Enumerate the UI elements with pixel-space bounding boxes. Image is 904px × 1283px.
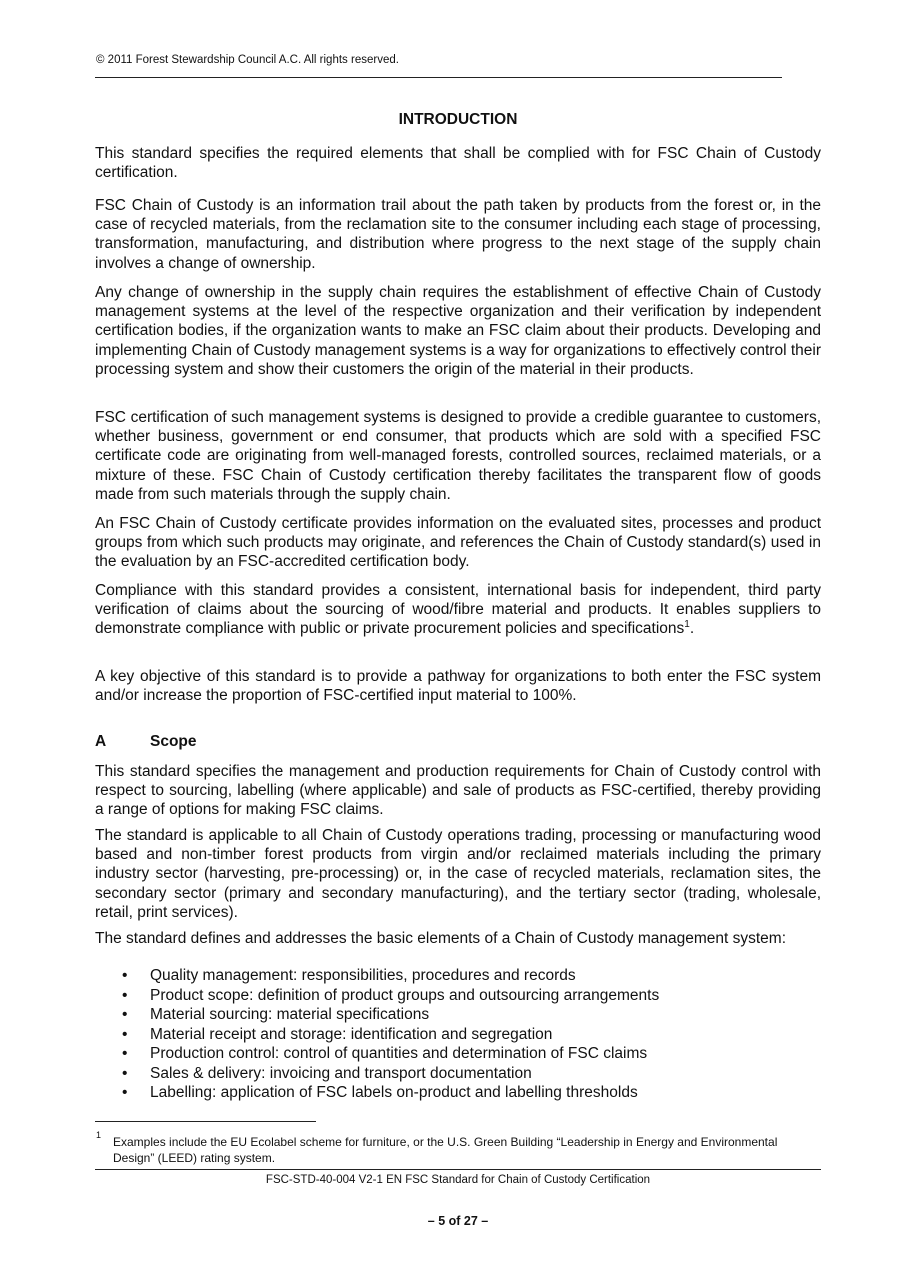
bullet-icon: • (122, 1064, 128, 1082)
footnote-text: Examples include the EU Ecolabel scheme for furniture, or the U.S. Green Building “Leadership in Energy and Environmental Design” (LEED) rating system. (113, 1135, 778, 1165)
list-item: • Material receipt and storage: identification and segregation (122, 1025, 553, 1043)
list-item: • Product scope: definition of product groups and outsourcing arrangements (122, 986, 660, 1004)
footnote-number: 1 (96, 1130, 102, 1140)
list-item: • Production control: control of quantities and determination of FSC claims (122, 1045, 648, 1062)
intro-paragraph: An FSC Chain of Custody certificate provides information on the evaluated sites, processes and product groups from which such products may originate, and references the Chain of Custody standard(s) used in the evaluation by an FSC-accredited certification body. (95, 515, 821, 571)
footer-rule (95, 1169, 821, 1170)
scope-paragraph: The standard is applicable to all Chain of Custody operations trading, processing or manufacturing wood based and non-timber forest products from virgin and/or reclaimed materials including the primary industry sector (harvesting, pre-processing) or, in the case of recycled materials, reclamation sites, the secondary sector (primary and secondary manufacturing), and the tertiary sector (trading, wholesale, retail, print services). (95, 827, 821, 921)
intro-paragraph: Any change of ownership in the supply chain requires the establishment of effective Chain of Custody management systems at the level of the respective organization and their verification by independent certification bodies, if the organization wants to make an FSC claim about their products. Developing and implementing Chain of Custody management systems is a way for organizations to effectively control their processing system and show their customers the origin of the material in their products. (95, 284, 821, 378)
bullet-icon: • (122, 1025, 128, 1043)
paragraph-text: Compliance with this standard provides a consistent, international basis for independent, third party verification of claims about the sourcing of wood/fibre material and products. It enables suppliers to demonstrate compliance with public or private procurement policies and specifications (95, 582, 821, 638)
trailing-period: . (689, 620, 695, 638)
footnote-rule (95, 1121, 316, 1122)
intro-paragraph: FSC certification of such management systems is designed to provide a credible guarantee to customers, whether business, government or end consumer, that products which are sold with a specified FSC certificate code are originating from well-managed forests, controlled sources, reclaimed materials, or a mixture of these. FSC Chain of Custody certification thereby facilitates the transparent flow of goods made from such materials through the supply chain. (95, 409, 821, 503)
list-item: • Material sourcing: material specifications (122, 1006, 430, 1023)
bullet-icon: • (122, 1045, 128, 1062)
intro-paragraph-with-footnote (95, 581, 821, 639)
intro-paragraph: This standard specifies the required elements that shall be complied with for FSC Chain of Custody certification. (95, 145, 821, 182)
list-item: • Quality management: responsibilities, procedures and records (122, 967, 576, 984)
management-elements-list (95, 966, 821, 1103)
footnote-reference[interactable]: 1 (684, 619, 690, 631)
footer-document-id: FSC-STD-40-004 V2-1 EN FSC Standard for Chain of Custody Certification (265, 1174, 651, 1186)
scope-paragraph: The standard defines and addresses the basic elements of a Chain of Custody management system: (95, 930, 786, 947)
section-title: Scope (150, 733, 197, 750)
section-heading-scope (95, 733, 197, 751)
section-letter: A (95, 733, 107, 750)
bullet-icon: • (122, 1006, 128, 1023)
bullet-icon: • (122, 967, 128, 984)
list-item: • Labelling: application of FSC labels on-product and labelling thresholds (122, 1084, 638, 1101)
scope-paragraph: This standard specifies the management and production requirements for Chain of Custody control with respect to sourcing, labelling (where applicable) and sale of products as FSC-certified, thereby providing a range of options for making FSC claims. (95, 763, 821, 819)
introduction-heading: INTRODUCTION (398, 111, 518, 128)
intro-paragraph: FSC Chain of Custody is an information trail about the path taken by products from the forest or, in the case of recycled materials, from the reclamation site to the consumer including each stage of processing, transformation, manufacturing, and distribution where progress to the next stage of the supply chain involves a change of ownership. (95, 197, 821, 272)
page-number: – 5 of 27 – (427, 1214, 489, 1228)
header-rule (95, 77, 782, 78)
bullet-icon: • (122, 986, 128, 1004)
list-item: • Sales & delivery: invoicing and transport documentation (122, 1064, 532, 1082)
bullet-icon: • (122, 1084, 128, 1101)
intro-paragraph: A key objective of this standard is to provide a pathway for organizations to both enter the FSC system and/or increase the proportion of FSC-certified input material to 100%. (95, 668, 821, 705)
header-copyright: © 2011 Forest Stewardship Council A.C. All rights reserved. (96, 54, 399, 66)
